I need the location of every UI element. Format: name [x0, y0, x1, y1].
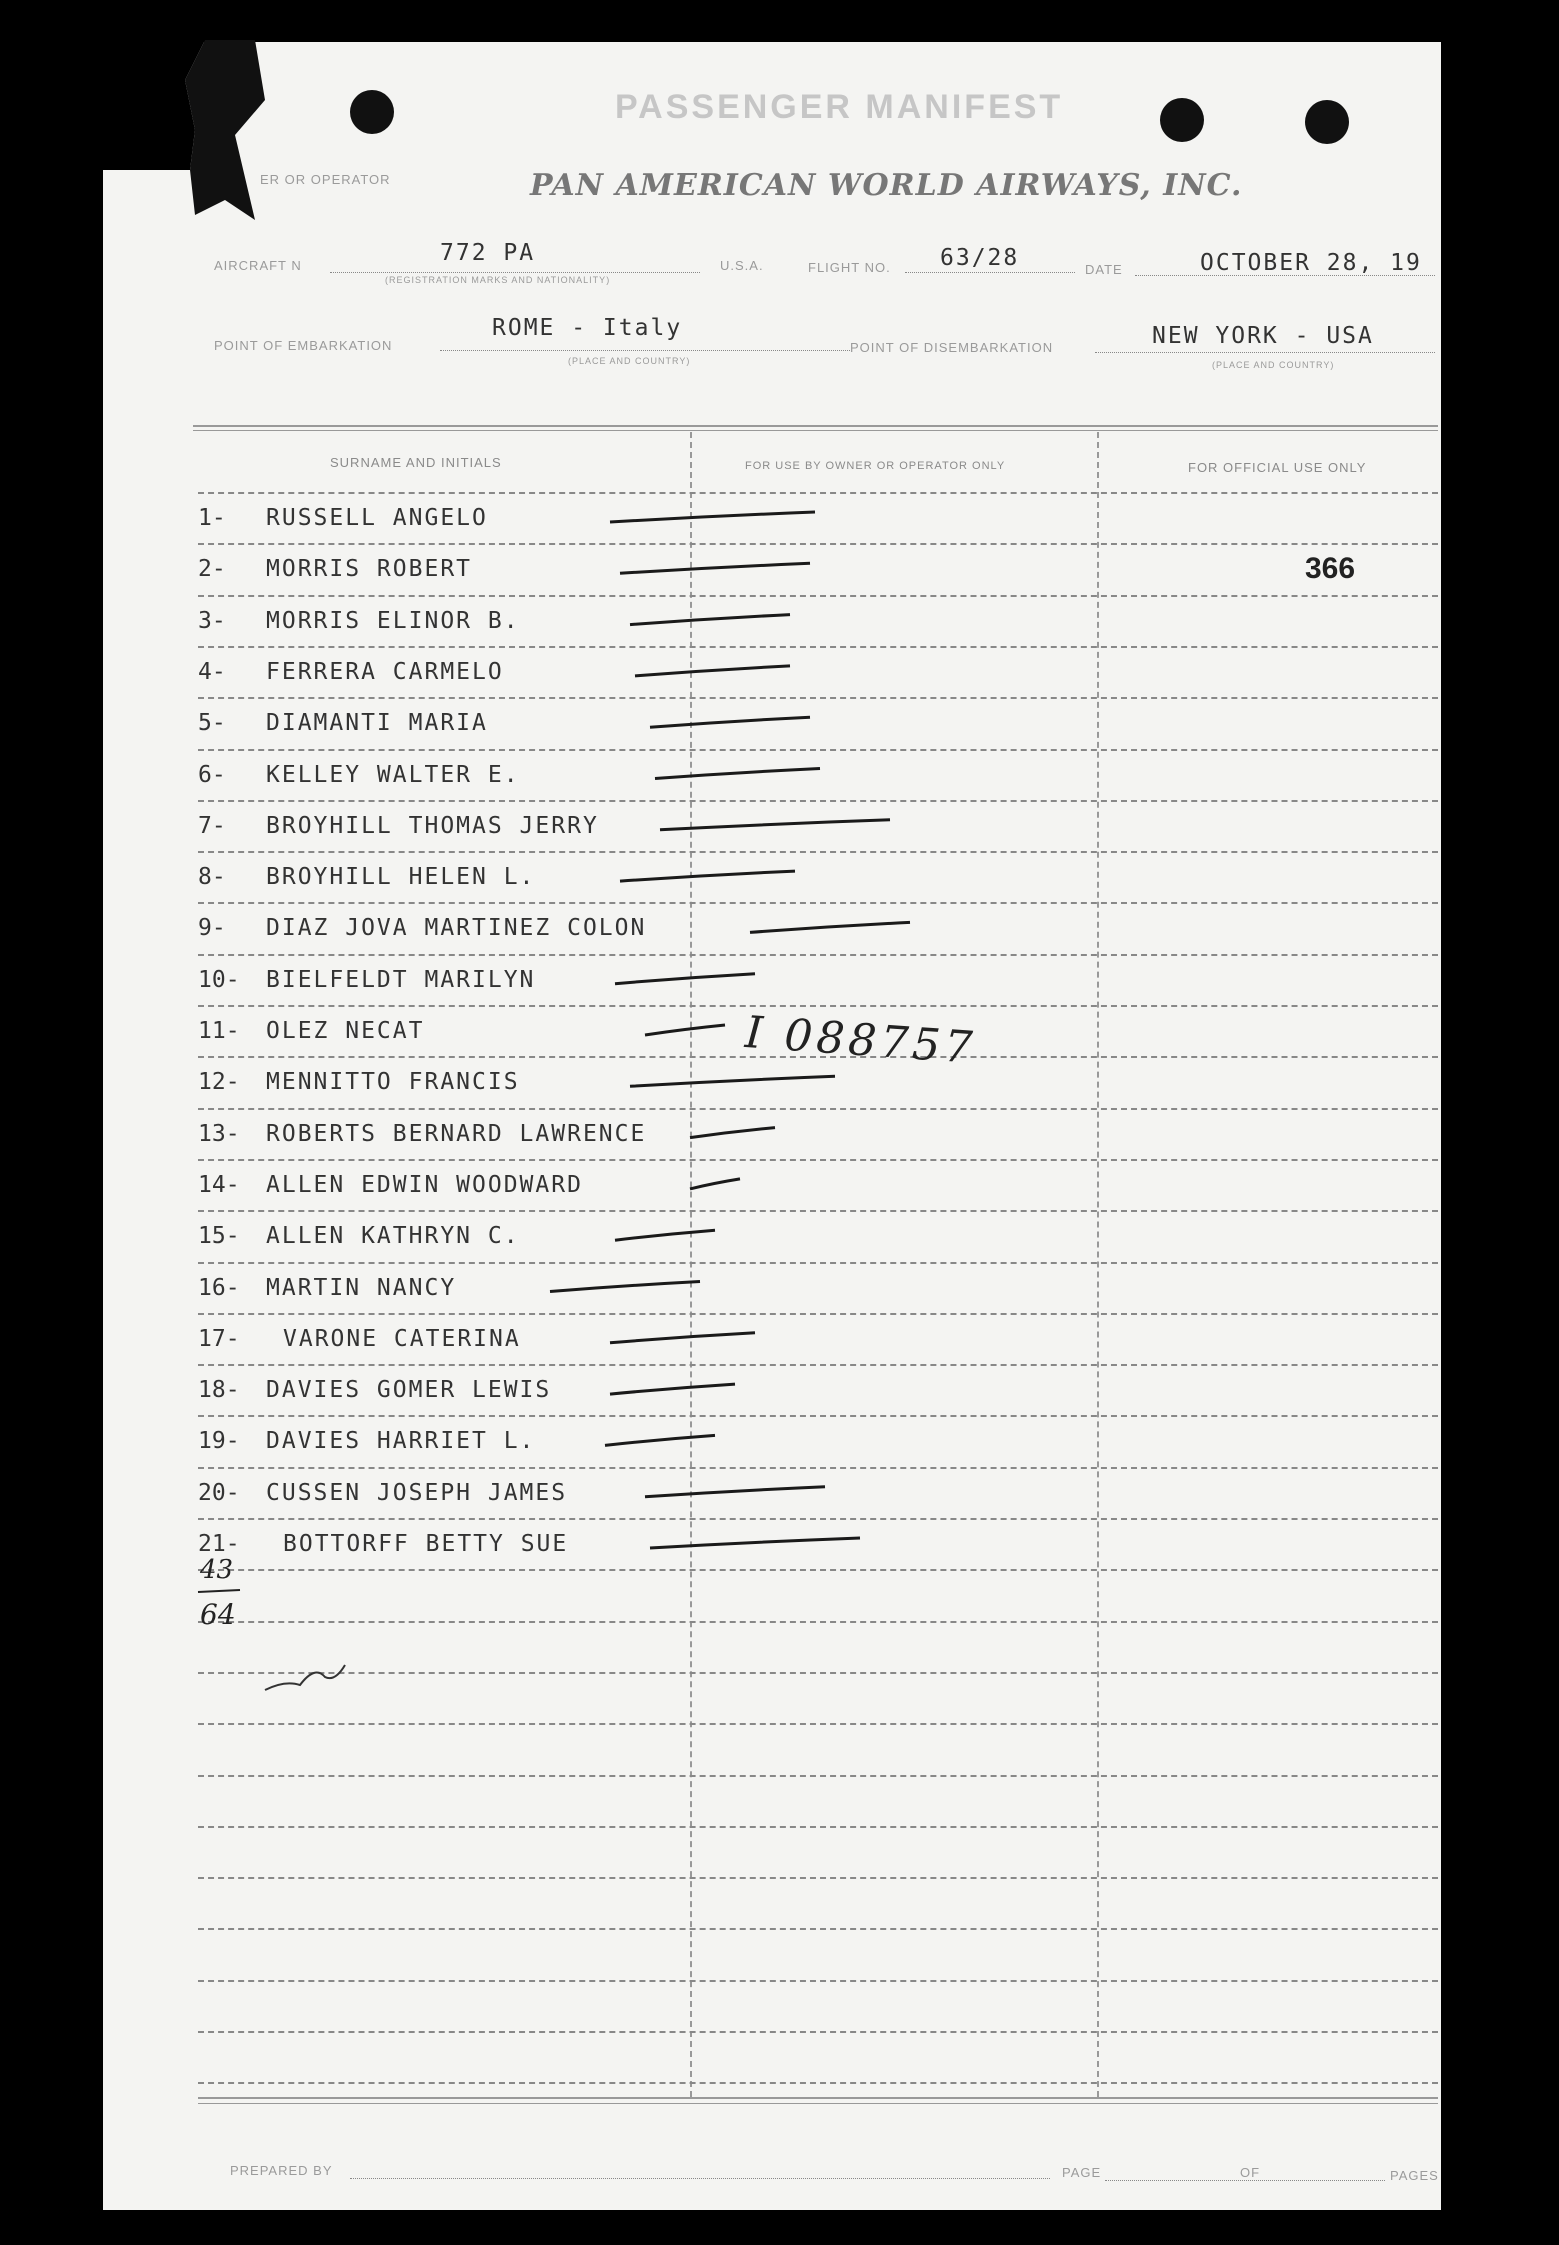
usa-label: U.S.A. [720, 258, 764, 273]
passenger-name: KELLEY WALTER E. [266, 761, 520, 788]
ink-dash [750, 922, 910, 932]
passenger-number: 4- [198, 658, 226, 685]
passenger-number: 7- [198, 812, 226, 839]
passenger-number: 2- [198, 556, 226, 583]
handwritten-number: I 088757 [743, 1006, 978, 1075]
ink-dash [630, 615, 790, 625]
ink-dash [620, 871, 795, 881]
prepared-by-label: PREPARED BY [230, 2163, 333, 2178]
handwritten-total-2: 64 [200, 1598, 236, 1631]
ink-dash [650, 717, 810, 727]
passenger-name: MORRIS ELINOR B. [266, 607, 520, 634]
aircraft-value: 772 PA [440, 240, 536, 266]
ink-dash [550, 1282, 700, 1292]
passenger-name: ALLEN KATHRYN C. [266, 1223, 520, 1250]
ink-dash [610, 512, 815, 522]
handwritten-total-1: 43 [200, 1555, 234, 1585]
embark-sublabel: (PLACE AND COUNTRY) [568, 356, 691, 366]
disembark-sublabel: (PLACE AND COUNTRY) [1212, 360, 1335, 370]
ink-dash [605, 1435, 715, 1445]
disembark-value: NEW YORK - USA [1152, 323, 1374, 349]
passenger-number: 20- [198, 1479, 240, 1506]
column-header-owner: FOR USE BY OWNER OR OPERATOR ONLY [745, 460, 1006, 472]
passenger-name: ALLEN EDWIN WOODWARD [266, 1171, 583, 1198]
passenger-name: FERRERA CARMELO [266, 658, 504, 685]
passenger-name: DIAMANTI MARIA [266, 710, 488, 737]
passenger-name: BOTTORFF BETTY SUE [283, 1531, 569, 1557]
passenger-number: 13- [198, 1120, 240, 1147]
embark-label: POINT OF EMBARKATION [214, 338, 393, 353]
passenger-number: 9- [198, 915, 226, 942]
column-header-surname: SURNAME AND INITIALS [330, 455, 502, 470]
passenger-number: 12- [198, 1069, 240, 1096]
passenger-number: 18- [198, 1377, 240, 1404]
ink-dash [610, 1384, 735, 1394]
official-number-stamp: 366 [1305, 552, 1356, 585]
airline-name: PAN AMERICAN WORLD AIRWAYS, INC. [530, 168, 1243, 203]
date-value: OCTOBER 28, 19 [1200, 250, 1422, 276]
embark-value: ROME - Italy [492, 315, 683, 341]
ink-dash [690, 1128, 775, 1138]
ink-dash [635, 666, 790, 676]
table-bottom-rule [198, 2097, 1438, 2099]
passenger-number: 21- [198, 1531, 240, 1557]
passenger-number: 11- [198, 1018, 240, 1044]
ink-dash [660, 820, 890, 830]
column-header-official: FOR OFFICIAL USE ONLY [1188, 460, 1367, 475]
date-label: DATE [1085, 262, 1123, 277]
ink-dash [610, 1333, 755, 1343]
flight-label: FLIGHT NO. [808, 260, 891, 275]
table-bottom-rule-2 [198, 2103, 1438, 2104]
ink-dash [645, 1487, 825, 1497]
passenger-number: 16- [198, 1274, 240, 1301]
ink-dash [620, 563, 810, 573]
passenger-name: DAVIES HARRIET L. [266, 1428, 536, 1455]
prepared-by-underline [350, 2178, 1050, 2179]
ink-dash [615, 1230, 715, 1240]
passenger-name: DIAZ JOVA MARTINEZ COLON [266, 915, 647, 942]
ink-dash [690, 1179, 740, 1189]
ink-dash [650, 1538, 860, 1548]
passenger-name: VARONE CATERINA [283, 1325, 521, 1352]
passenger-name: MORRIS ROBERT [266, 556, 473, 583]
form-title: PASSENGER MANIFEST [615, 88, 1064, 126]
passenger-name: RUSSELL ANGELO [266, 505, 488, 531]
passenger-number: 17- [198, 1325, 240, 1352]
passenger-number: 10- [198, 966, 240, 993]
page-underline [1105, 2180, 1385, 2181]
passenger-number: 6- [198, 761, 226, 788]
ink-dash [645, 1025, 725, 1035]
pages-label: PAGES [1390, 2168, 1439, 2183]
passenger-number: 1- [198, 505, 226, 531]
of-label: OF [1240, 2165, 1261, 2180]
operator-label: ER OR OPERATOR [260, 172, 391, 187]
passenger-number: 15- [198, 1223, 240, 1250]
ink-dash [655, 769, 820, 779]
ink-dash [630, 1076, 835, 1086]
passenger-number: 19- [198, 1428, 240, 1455]
passenger-number: 3- [198, 607, 226, 634]
passenger-number: 5- [198, 710, 226, 737]
passenger-name: BROYHILL THOMAS JERRY [266, 812, 599, 839]
passenger-name: ROBERTS BERNARD LAWRENCE [266, 1120, 647, 1147]
passenger-number: 8- [198, 864, 226, 891]
aircraft-label: AIRCRAFT N [214, 258, 302, 273]
passenger-name: BROYHILL HELEN L. [266, 864, 536, 891]
passenger-name: BIELFELDT MARILYN [266, 966, 536, 993]
aircraft-sublabel: (REGISTRATION MARKS AND NATIONALITY) [385, 275, 611, 285]
passenger-name: MENNITTO FRANCIS [266, 1069, 520, 1096]
flight-value: 63/28 [940, 245, 1020, 271]
passenger-name: MARTIN NANCY [266, 1274, 457, 1301]
disembark-label: POINT OF DISEMBARKATION [850, 340, 1054, 355]
passenger-number: 14- [198, 1171, 240, 1198]
ink-dash [615, 974, 755, 984]
passenger-name: OLEZ NECAT [266, 1018, 425, 1044]
passenger-name: DAVIES GOMER LEWIS [266, 1377, 552, 1404]
passenger-name: CUSSEN JOSEPH JAMES [266, 1479, 568, 1506]
page-label: PAGE [1062, 2165, 1102, 2180]
